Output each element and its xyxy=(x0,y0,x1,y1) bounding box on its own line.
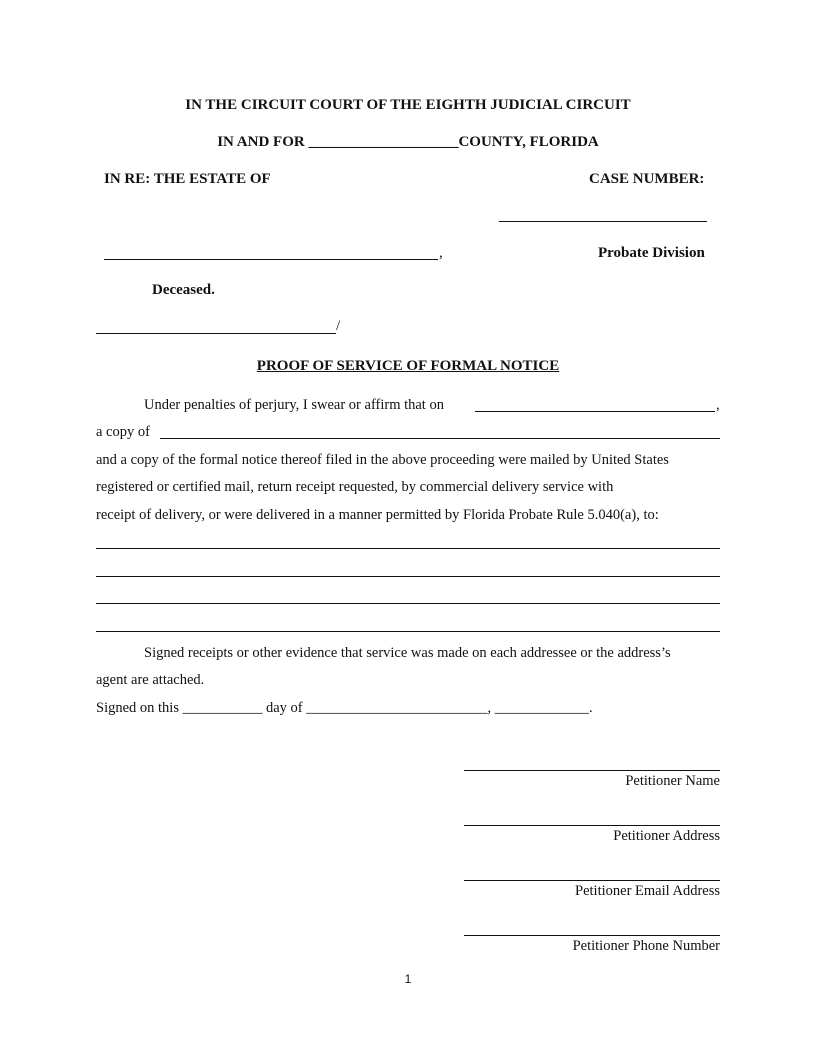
addressee-line-4[interactable] xyxy=(96,631,720,632)
decedent-comma: , xyxy=(439,245,443,261)
petitioner-phone-field[interactable] xyxy=(464,935,720,936)
petitioner-address-label: Petitioner Address xyxy=(613,828,720,844)
county-heading: IN AND FOR ____________________COUNTY, FLORIDA xyxy=(217,134,599,150)
body-line-1: Under penalties of perjury, I swear or affirm that on xyxy=(144,397,444,413)
document-copy-field[interactable] xyxy=(160,438,720,439)
decedent-name-field[interactable] xyxy=(104,259,438,260)
signed-on-line[interactable]: Signed on this ___________ day of _________________________, _____________. xyxy=(96,700,593,716)
page-number: 1 xyxy=(404,972,412,986)
petitioner-email-label: Petitioner Email Address xyxy=(575,883,720,899)
addressee-line-2[interactable] xyxy=(96,576,720,577)
body-line-1-comma: , xyxy=(716,397,720,413)
in-re-label: IN RE: THE ESTATE OF xyxy=(104,171,271,187)
document-title: PROOF OF SERVICE OF FORMAL NOTICE xyxy=(256,358,560,374)
petitioner-phone-label: Petitioner Phone Number xyxy=(572,938,720,954)
date-served-field[interactable] xyxy=(475,411,715,412)
body-line-3: and a copy of the formal notice thereof filed in the above proceeding were mailed by United States xyxy=(96,452,669,468)
body-line-5: receipt of delivery, or were delivered in a manner permitted by Florida Probate Rule 5.040(a), to: xyxy=(96,507,659,523)
receipts-line-1: Signed receipts or other evidence that service was made on each addressee or the address’s xyxy=(144,645,671,661)
case-number-label: CASE NUMBER: xyxy=(589,171,705,187)
petitioner-address-field[interactable] xyxy=(464,825,720,826)
probate-division-label: Probate Division xyxy=(598,245,705,261)
court-heading: IN THE CIRCUIT COURT OF THE EIGHTH JUDICIAL CIRCUIT xyxy=(185,97,631,113)
addressee-line-3[interactable] xyxy=(96,603,720,604)
caption-slash: / xyxy=(336,318,341,334)
caption-closing-line xyxy=(96,333,336,334)
case-number-field[interactable] xyxy=(499,221,707,222)
body-line-2: a copy of xyxy=(96,424,150,440)
deceased-label: Deceased. xyxy=(152,282,215,298)
addressee-line-1[interactable] xyxy=(96,548,720,549)
petitioner-name-label: Petitioner Name xyxy=(625,773,720,789)
body-line-4: registered or certified mail, return receipt requested, by commercial delivery service with xyxy=(96,479,614,495)
petitioner-email-field[interactable] xyxy=(464,880,720,881)
receipts-line-2: agent are attached. xyxy=(96,672,205,688)
petitioner-name-field[interactable] xyxy=(464,770,720,771)
